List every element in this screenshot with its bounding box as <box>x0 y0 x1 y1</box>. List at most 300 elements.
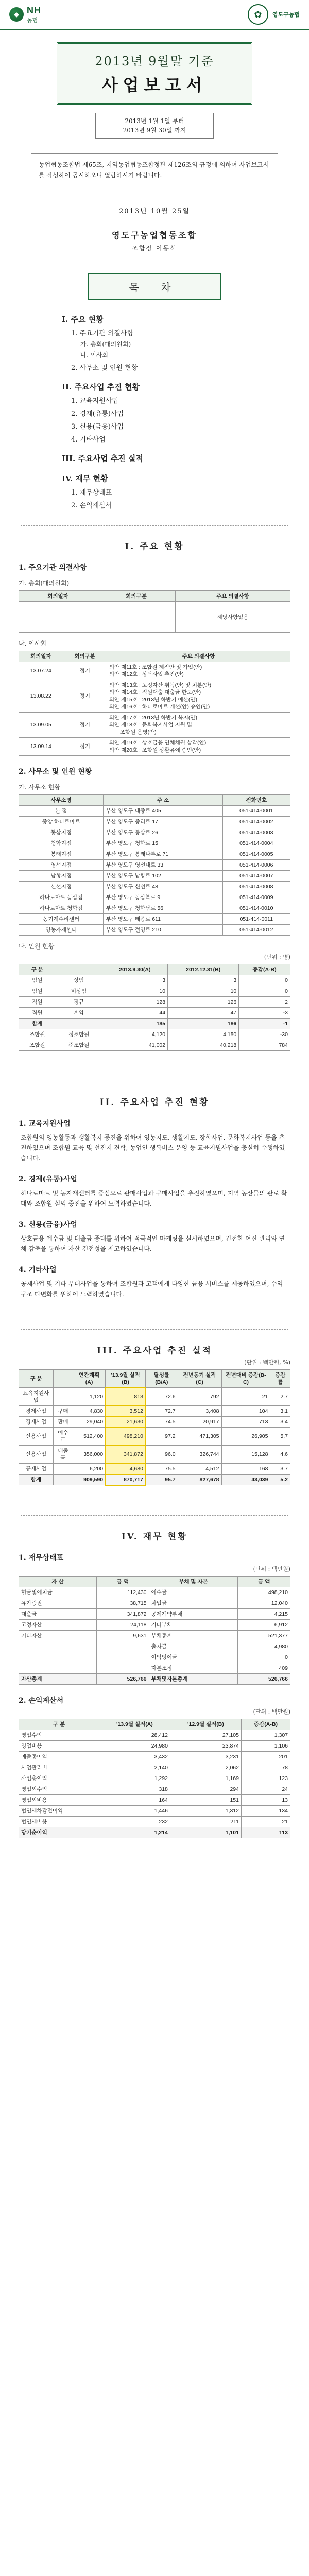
table-cell <box>97 1663 149 1674</box>
table-cell: 하나로마트 동삼점 <box>19 892 104 903</box>
table-cell: 526,766 <box>97 1674 149 1685</box>
table-cell: 부채총계 <box>149 1631 238 1641</box>
divider <box>21 1515 288 1516</box>
table-cell: 4,680 <box>106 1464 146 1475</box>
table-row <box>19 925 290 936</box>
toc-item: 2. 경제(유통)사업 <box>71 410 124 418</box>
column-header: 부채 및 자본 <box>149 1577 238 1587</box>
report-date: 2013년 10월 25일 <box>118 208 191 215</box>
table-cell: 3,512 <box>106 1406 146 1417</box>
table-cell: 부산 영도구 봉래나루로 71 <box>104 849 222 860</box>
table-cell: 4,215 <box>238 1609 290 1620</box>
table-cell: 5.2 <box>270 1475 290 1485</box>
table-cell: 공제사업 <box>19 1464 54 1475</box>
table-row <box>19 1806 290 1817</box>
table-cell: 24 <box>241 1784 290 1795</box>
table-cell <box>97 1652 149 1663</box>
table-cell: 526,766 <box>238 1674 290 1685</box>
table-cell: 임원 <box>19 975 56 986</box>
table-cell: 113 <box>241 1827 290 1838</box>
table-row <box>19 1019 290 1029</box>
section-heading: II. 주요사업 추진 현황 <box>99 1097 210 1108</box>
table-cell: 126 <box>168 997 239 1008</box>
nh-logo <box>9 5 41 24</box>
table-cell: 자본조정 <box>149 1663 238 1674</box>
meeting-type: 정기 <box>63 680 107 713</box>
section-financial <box>0 1529 309 1838</box>
table-cell: 2,140 <box>99 1762 170 1773</box>
table-row <box>19 1773 290 1784</box>
table-cell: 농기계수리센터 <box>19 914 104 925</box>
table-cell: 211 <box>170 1817 241 1827</box>
table-cell: 신용사업 <box>19 1446 54 1464</box>
staff-table <box>19 964 290 1051</box>
table-cell: 당기순이익 <box>19 1827 99 1838</box>
table-cell <box>97 602 175 633</box>
table-cell: 051-414-0011 <box>222 914 290 925</box>
table-cell: 512,400 <box>73 1428 105 1446</box>
table-cell: 3,432 <box>99 1752 170 1762</box>
table-cell: 112,430 <box>97 1587 149 1598</box>
table-cell: 10 <box>168 986 239 997</box>
table-cell: 827,678 <box>178 1475 221 1485</box>
cover-section <box>0 30 309 300</box>
table-cell <box>53 1388 73 1406</box>
table-cell <box>19 1652 97 1663</box>
table-row <box>19 1730 290 1741</box>
table-cell: 3.7 <box>270 1464 290 1475</box>
table-of-contents <box>62 314 309 510</box>
toc-item: 1. 교육지원사업 <box>71 397 118 405</box>
table-row <box>19 849 290 860</box>
table-cell: 부산 영도구 태종로 611 <box>104 914 222 925</box>
column-header: '13.9월 실적(B) <box>106 1370 146 1388</box>
table-cell: 5.7 <box>270 1428 290 1446</box>
table-cell: 합계 <box>19 1019 56 1029</box>
table-row <box>19 1598 290 1609</box>
table-cell: 청학지점 <box>19 838 104 849</box>
table-row <box>19 1029 290 1040</box>
paragraph: 조합원의 영농활동과 생활복지 증진을 위하여 영농지도, 생활지도, 장학사업, 문화복지사업 등을 추진하였으며 조합원 교육 및 선진지 견학, 농업인 행복버스 운영 등 교육지원사업을 충실히 수행하였습니다. <box>21 1134 285 1162</box>
table-row <box>19 1417 290 1428</box>
table-cell: 78 <box>241 1762 290 1773</box>
subsection-heading: 1. 재무상태표 <box>19 1554 64 1562</box>
nh-logo-text: NH <box>27 5 41 15</box>
balance-sheet-table <box>19 1576 290 1685</box>
table-cell: 대출금 <box>19 1609 97 1620</box>
table-cell: 21,630 <box>106 1417 146 1428</box>
emblem-text: 영도구농협 <box>272 12 300 18</box>
table-cell: 동삼지점 <box>19 827 104 838</box>
table-cell: 318 <box>99 1784 170 1795</box>
period-box <box>95 113 214 139</box>
table-cell: 44 <box>102 1008 168 1019</box>
table-cell: 중앙 하나로마트 <box>19 817 104 827</box>
table-cell: -30 <box>239 1029 290 1040</box>
table-cell: 051-414-0008 <box>222 882 290 892</box>
divider <box>21 525 288 526</box>
column-header: 2012.12.31(B) <box>168 964 239 975</box>
table-row <box>19 882 290 892</box>
table-cell: 75.5 <box>145 1464 178 1475</box>
table-row <box>19 838 290 849</box>
table-cell: 341,872 <box>106 1446 146 1464</box>
toc-item: 1. 재무상태표 <box>71 489 112 497</box>
column-header: 금 액 <box>238 1577 290 1587</box>
table-cell: 813 <box>106 1388 146 1406</box>
table-row <box>19 1784 290 1795</box>
table-cell: 471,305 <box>178 1428 221 1446</box>
table-cell: 법인세비용 <box>19 1817 99 1827</box>
table-cell: 신용사업 <box>19 1428 54 1446</box>
table-cell: 97.2 <box>145 1428 178 1446</box>
table-cell: 24,980 <box>99 1741 170 1752</box>
table-row <box>19 1674 290 1685</box>
subsection-heading: 3. 신용(금융)사업 <box>19 1221 77 1229</box>
table-cell: 27,105 <box>170 1730 241 1741</box>
table-cell: 95.7 <box>145 1475 178 1485</box>
table-cell: 합계 <box>19 1475 54 1485</box>
table-row <box>19 914 290 925</box>
table-cell: 경제사업 <box>19 1417 54 1428</box>
table-cell: 공제계약부채 <box>149 1609 238 1620</box>
org-name: 영도구농업협동조합 <box>111 230 198 240</box>
table-row <box>19 713 290 738</box>
table-cell: 104 <box>221 1406 270 1417</box>
period-end: 2013년 9월 30일 까지 <box>123 127 186 134</box>
table-cell: 본 점 <box>19 806 104 817</box>
table-cell: 영업외비용 <box>19 1795 99 1806</box>
column-header: 회의일자 <box>19 591 97 602</box>
table-row <box>19 1631 290 1641</box>
column-header: 회의일자 <box>19 651 63 662</box>
table-cell: 부산 영도구 절영로 210 <box>104 925 222 936</box>
table-cell: 법인세차감전이익 <box>19 1806 99 1817</box>
section-main-status <box>0 539 309 1051</box>
agenda-item: 의안 제12호 : 상담사업 추진(안) <box>109 671 184 677</box>
unit-label: (단위 : 백만원) <box>253 1566 290 1572</box>
column-header: 금 액 <box>97 1577 149 1587</box>
title-box <box>57 42 252 105</box>
table-cell: 051-414-0005 <box>222 849 290 860</box>
table-cell: 1,292 <box>99 1773 170 1784</box>
table-cell: 기타부채 <box>149 1620 238 1631</box>
table-row <box>19 1752 290 1762</box>
table-cell: 이익잉여금 <box>149 1652 238 1663</box>
table-cell: 임원 <box>19 986 56 997</box>
table-cell: 부산 영도구 태종로 405 <box>104 806 222 817</box>
subsection-heading: 2. 사무소 및 인원 현황 <box>19 768 92 776</box>
table-row <box>19 1475 290 1485</box>
paragraph: 공제사업 및 기타 부대사업을 통하여 조합원과 고객에게 다양한 금융 서비스를 제공하였으며, 수익 구조 다변화를 위하여 노력하였습니다. <box>21 1280 283 1298</box>
unit-label: (단위 : 백만원, %) <box>244 1359 290 1366</box>
table-cell: 23,874 <box>170 1741 241 1752</box>
toc-section: I. 주요 현황 <box>62 315 104 324</box>
table-cell: 713 <box>221 1417 270 1428</box>
meeting-type: 정기 <box>63 713 107 738</box>
toc-subitem: 가. 총회(대의원회) <box>80 341 131 348</box>
agenda-item: 의안 제20호 : 조합원 상환유예 승인(안) <box>109 747 201 753</box>
table-cell: 3.4 <box>270 1417 290 1428</box>
table-cell: -1 <box>239 1019 290 1029</box>
table-cell: 영업수익 <box>19 1730 99 1741</box>
agenda-item: 의안 제15호 : 2013년 하반기 예산(안) <box>109 697 197 703</box>
table-cell: 341,872 <box>97 1609 149 1620</box>
table-cell: 남항지점 <box>19 871 104 882</box>
table-cell: 12,040 <box>238 1598 290 1609</box>
table-row <box>19 827 290 838</box>
agenda-item: 의안 제18호 : 문화복지사업 지원 및 <box>109 722 192 728</box>
table-cell <box>19 602 97 633</box>
column-header: 자 산 <box>19 1577 97 1587</box>
meeting-type: 정기 <box>63 662 107 680</box>
table-cell: 영업외수익 <box>19 1784 99 1795</box>
table-row <box>19 1652 290 1663</box>
table-row <box>19 986 290 997</box>
intro-paragraph: 농업협동조합법 제65조, 지역농업협동조합정관 제126조의 규정에 의하여 사업보고서를 작성하여 공시하오니 열람하시기 바랍니다. <box>31 153 278 187</box>
table-cell: 정조합원 <box>56 1029 102 1040</box>
paragraph: 하나로마트 및 농자재센터를 중심으로 판매사업과 구매사업을 추진하였으며, 지역 농산물의 판로 확대와 조합원 실익 증진을 위하여 노력하였습니다. <box>21 1190 287 1207</box>
table-cell: 교육지원사업 <box>19 1388 54 1406</box>
column-header: 회의구분 <box>97 591 175 602</box>
table-cell: 사업총이익 <box>19 1773 99 1784</box>
table-cell: 조합원 <box>19 1029 56 1040</box>
agenda-item: 의안 제19호 : 상호금융 연체채권 상각(안) <box>109 740 207 746</box>
table-cell: 해당사항없음 <box>175 602 290 633</box>
paragraph: 상호금융 예수금 및 대출금 증대를 위하여 적극적인 마케팅을 실시하였으며, 건전한 여신 관리와 연체 감축을 통하여 자산 건전성을 제고하였습니다. <box>21 1235 285 1252</box>
table-cell: 부산 영도구 중리로 17 <box>104 817 222 827</box>
table-cell <box>56 1019 102 1029</box>
table-cell: 28,412 <box>99 1730 170 1741</box>
table-cell: 168 <box>221 1464 270 1475</box>
table-cell: 43,039 <box>221 1475 270 1485</box>
table-row <box>19 738 290 756</box>
table-cell: 1,307 <box>241 1730 290 1741</box>
table-cell: 부산 영도구 동삼북로 9 <box>104 892 222 903</box>
toc-section: III. 주요사업 추진 실적 <box>62 454 143 463</box>
table-cell: 498,210 <box>238 1587 290 1598</box>
table-row <box>19 1388 290 1406</box>
table-row <box>19 903 290 914</box>
table-cell: 2.7 <box>270 1388 290 1406</box>
table-cell: 1,214 <box>99 1827 170 1838</box>
report-title: 사업보고서 <box>101 75 208 95</box>
table-cell: 134 <box>241 1806 290 1817</box>
column-header: 전화번호 <box>222 795 290 806</box>
table-cell: 164 <box>99 1795 170 1806</box>
table-cell: 출자금 <box>149 1641 238 1652</box>
table-row <box>19 975 290 986</box>
table-row <box>19 1663 290 1674</box>
table-cell: 96.0 <box>145 1446 178 1464</box>
section-business-results <box>0 1343 309 1485</box>
table-cell: 3 <box>102 975 168 986</box>
table-row <box>19 1587 290 1598</box>
table-cell: 20,917 <box>178 1417 221 1428</box>
org-emblem <box>248 4 300 25</box>
table-cell: 4,120 <box>102 1029 168 1040</box>
table-cell: 051-414-0006 <box>222 860 290 871</box>
table-cell: 상임 <box>56 975 102 986</box>
table-cell: 2,062 <box>170 1762 241 1773</box>
table-cell: 비상임 <box>56 986 102 997</box>
table-cell: 21 <box>241 1817 290 1827</box>
table-cell: 3 <box>168 975 239 986</box>
table-cell: 정규 <box>56 997 102 1008</box>
column-header: '12.9월 실적(B) <box>170 1719 241 1730</box>
unit-label: (단위 : 명) <box>264 954 290 960</box>
column-header: 증감(A-B) <box>241 1719 290 1730</box>
table-cell: 부산 영도구 신선로 48 <box>104 882 222 892</box>
toc-item: 4. 기타사업 <box>71 436 106 444</box>
section-heading: III. 주요사업 추진 실적 <box>97 1346 212 1356</box>
table-cell: 2 <box>239 997 290 1008</box>
column-header: 주 소 <box>104 795 222 806</box>
table-cell: 72.6 <box>145 1388 178 1406</box>
table-cell: 151 <box>170 1795 241 1806</box>
table-row <box>19 1008 290 1019</box>
table-cell: 3.1 <box>270 1406 290 1417</box>
table-cell: 직원 <box>19 1008 56 1019</box>
table-cell: 47 <box>168 1008 239 1019</box>
table-cell: 4.6 <box>270 1446 290 1464</box>
table-cell: 3,408 <box>178 1406 221 1417</box>
table-cell: -3 <box>239 1008 290 1019</box>
divider <box>21 1329 288 1330</box>
column-header: 연간계획(A) <box>73 1370 105 1388</box>
table-cell: 4,830 <box>73 1406 105 1417</box>
table-cell: 15,128 <box>221 1446 270 1464</box>
table-cell <box>19 1663 97 1674</box>
table-cell: 38,715 <box>97 1598 149 1609</box>
column-header: 구 분 <box>19 964 56 975</box>
table-row <box>19 871 290 882</box>
column-header: 구 분 <box>19 1370 54 1388</box>
table-cell: 하나로마트 청학점 <box>19 903 104 914</box>
meeting-date: 13.09.14 <box>19 738 63 756</box>
column-header: 전년동기 실적(C) <box>178 1370 221 1388</box>
table-row <box>19 1428 290 1446</box>
ceo-name: 조합장 이동석 <box>132 245 177 252</box>
column-header: 증감(A-B) <box>239 964 290 975</box>
board-meeting-table <box>19 651 290 756</box>
table-cell <box>19 1641 97 1652</box>
table-cell: 직원 <box>19 997 56 1008</box>
table-cell: 1,120 <box>73 1388 105 1406</box>
table-cell: 40,218 <box>168 1040 239 1051</box>
table-cell: 29,040 <box>73 1417 105 1428</box>
nh-logo-mark: ◆ <box>9 7 24 22</box>
table-cell: 051-414-0001 <box>222 806 290 817</box>
table-cell: 예수금 <box>53 1428 73 1446</box>
column-header <box>53 1370 73 1388</box>
table-cell: 차입금 <box>149 1598 238 1609</box>
table-cell: 부산 영도구 청학로 15 <box>104 838 222 849</box>
table-row <box>19 817 290 827</box>
column-header: 전년대비 증감(B-C) <box>221 1370 270 1388</box>
table-row <box>19 1446 290 1464</box>
office-table <box>19 794 290 936</box>
table-cell: 521,377 <box>238 1631 290 1641</box>
table-cell: 051-414-0003 <box>222 827 290 838</box>
meeting-date: 13.08.22 <box>19 680 63 713</box>
emblem-icon: ✿ <box>248 4 268 25</box>
table-cell: 21 <box>221 1388 270 1406</box>
toc-item: 2. 사무소 및 인원 현황 <box>71 364 138 372</box>
table-cell: 185 <box>102 1019 168 1029</box>
report-subtitle: 2013년 9월말 기준 <box>95 54 214 69</box>
agenda-item: 의안 제11호 : 조합원 제적안 및 가입(안) <box>109 664 202 670</box>
table-cell: 현금및예치금 <box>19 1587 97 1598</box>
table-cell: 6,200 <box>73 1464 105 1475</box>
agenda-item: 의안 제13호 : 고정자산 취득(안) 및 처분(안) <box>109 682 212 688</box>
column-header <box>56 964 102 975</box>
subsection-heading: 2. 경제(유통)사업 <box>19 1175 77 1183</box>
table-cell: 41,002 <box>102 1040 168 1051</box>
table-cell: 051-414-0012 <box>222 925 290 936</box>
table-cell: 294 <box>170 1784 241 1795</box>
table-row <box>19 1641 290 1652</box>
table-cell: 1,169 <box>170 1773 241 1784</box>
table-cell: 매출총이익 <box>19 1752 99 1762</box>
column-header: 주요 의결사항 <box>175 591 290 602</box>
section-heading: I. 주요 현황 <box>125 541 184 552</box>
table-row <box>19 1040 290 1051</box>
table-row <box>19 1762 290 1773</box>
table-cell: 13 <box>241 1795 290 1806</box>
table-cell: 부산 영도구 남항로 102 <box>104 871 222 882</box>
table-row <box>19 1464 290 1475</box>
table-row <box>19 806 290 817</box>
results-table <box>19 1369 290 1485</box>
table-cell: 1,101 <box>170 1827 241 1838</box>
meeting-items <box>107 713 290 738</box>
table-cell: 74.5 <box>145 1417 178 1428</box>
table-row <box>19 1827 290 1838</box>
table-row <box>19 892 290 903</box>
table-cell: 1,312 <box>170 1806 241 1817</box>
table-cell: 9,631 <box>97 1631 149 1641</box>
column-header: 주요 의결사항 <box>107 651 290 662</box>
table-cell: 6,912 <box>238 1620 290 1631</box>
table-cell <box>53 1464 73 1475</box>
meeting-date: 13.07.24 <box>19 662 63 680</box>
table-cell: 판매 <box>53 1417 73 1428</box>
table-cell: 부산 영도구 동삼로 26 <box>104 827 222 838</box>
table-cell: 영업비용 <box>19 1741 99 1752</box>
table-row <box>19 1620 290 1631</box>
toc-section: IV. 재무 현황 <box>62 474 108 483</box>
table-cell: 구매 <box>53 1406 73 1417</box>
subsection-heading: 1. 교육지원사업 <box>19 1120 71 1128</box>
subsection-heading: 1. 주요기관 의결사항 <box>19 564 87 572</box>
table-row <box>19 1609 290 1620</box>
table-cell: 대출금 <box>53 1446 73 1464</box>
income-statement-table <box>19 1719 290 1838</box>
general-meeting-table <box>19 590 290 633</box>
table-cell: 준조합원 <box>56 1040 102 1051</box>
toc-title: 목 차 <box>88 273 221 300</box>
table-cell: 792 <box>178 1388 221 1406</box>
table-cell: 기타자산 <box>19 1631 97 1641</box>
agenda-item: 조합원 운영(안) <box>109 729 157 735</box>
table-cell: 051-414-0007 <box>222 871 290 882</box>
table-cell <box>97 1641 149 1652</box>
toc-item: 2. 손익계산서 <box>71 502 112 510</box>
table-row <box>19 662 290 680</box>
table-cell: 4,980 <box>238 1641 290 1652</box>
table-cell: 186 <box>168 1019 239 1029</box>
